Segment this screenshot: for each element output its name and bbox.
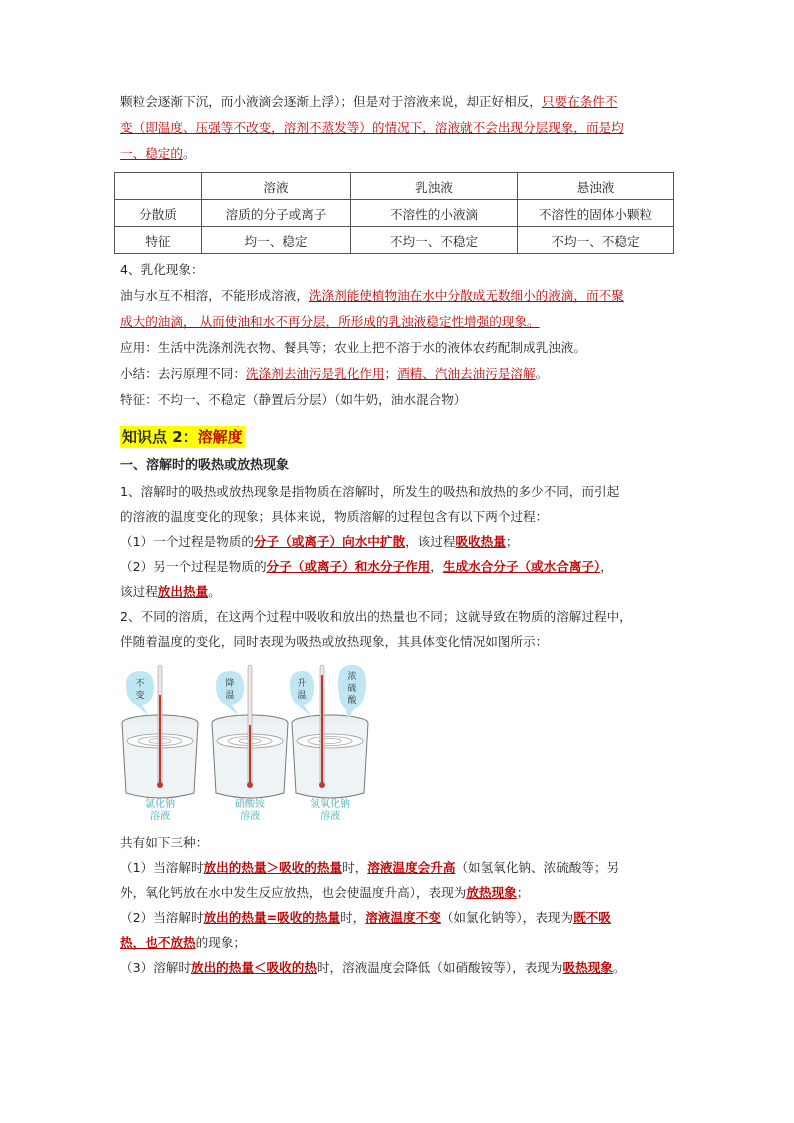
thermometer-mercury [249,725,251,783]
section-heading: 一、溶解时的吸热或放热现象 [120,458,290,473]
paragraph-line: 一、稳定的。 [120,146,196,161]
paragraph-feature: 特征：不均一、不稳定（静置后分层）（如牛奶，油水混合物） [120,392,467,407]
paragraph-line: 伴随着温度的变化，同时表现为吸热或放热现象，其具体变化情况如图所示： [120,634,549,649]
table-cell: 特征 [115,227,202,254]
beaker-caption: 溶液 [150,811,170,821]
beaker-caption: 硝酸铵 [235,799,265,810]
bubble-text: 硫 [347,684,357,694]
bubble-text: 酸 [347,696,357,706]
table-header-row [115,173,674,200]
paragraph-line: 2、不同的溶质，在这两个过程中吸收和放出的热量也不同；这就导致在物质的溶解过程中， [120,609,632,624]
table-row [115,227,674,254]
bubble-text: 升 [297,679,307,689]
bubble-text: 不 [135,679,145,689]
table-cell: 不溶性的小液滴 [351,200,518,227]
list-item: （2）当溶解时放出的热量=吸收的热量时，溶液温度不变（如氯化钠等），表现为既不吸 [120,910,611,925]
document-page [120,92,680,983]
paragraph-line: 的溶液的温度变化的现象；具体来说，物质溶解的过程包含有以下两个过程： [120,509,549,524]
paragraph-solution-stability: 颗粒会逐渐下沉，而小液滴会逐渐上浮）；但是对于溶液来说，却正好相反，只要在条件不 [120,94,618,109]
table-cell: 分散质 [115,200,202,227]
thermometer-mercury [321,675,323,783]
paragraph-intro: 共有如下三种： [120,835,209,850]
table-cell [115,173,202,200]
bubble-text: 降 [225,679,235,689]
table-cell: 均一、稳定 [202,227,351,254]
beaker-caption: 溶液 [320,811,340,821]
list-item: （1）一个过程是物质的分子（或离子）向水中扩散，该过程吸收热量； [120,534,519,549]
paragraph-line: 油与水互不相溶，不能形成溶液，洗涤剂能使植物油在水中分散成无数细小的液滴，而不聚 [120,288,624,303]
bubble-text: 浓 [347,672,357,682]
beaker-caption: 溶液 [240,811,260,821]
table-cell: 不均一、不稳定 [351,227,518,254]
knowledge-point-title: 知识点 2：溶解度 [122,428,243,446]
table-cell: 不均一、不稳定 [518,227,674,254]
beaker-caption: 氢氧化钠 [310,799,350,810]
paragraph-summary: 小结：去污原理不同：洗涤剂去油污是乳化作用；酒精、汽油去油污是溶解。 [120,366,549,381]
paragraph-line: 成大的油滴， 从而使油和水不再分层，所形成的乳浊液稳定性增强的现象。 [120,314,540,329]
paragraph-line: 1、溶解时的吸热或放热现象是指物质在溶解时，所发生的吸热和放热的多少不同，而引起 [120,484,620,499]
bubble-text: 温 [225,691,235,701]
beaker-sodium-hydroxide [290,665,368,821]
paragraph-line: 变（即温度、压强等不改变，溶剂不蒸发等）的情况下，溶液就不会出现分层现象，而是均 [120,120,624,135]
table-cell: 溶质的分子或离子 [202,200,351,227]
beakers-figure [120,661,370,821]
beaker-ammonium-nitrate [212,665,288,821]
comparison-table [114,172,674,254]
thermometer-mercury [159,695,161,783]
bubble-text: 温 [297,691,307,701]
list-item-continued: 该过程放出热量。 [120,584,221,599]
beaker-caption: 氯化钠 [145,799,175,810]
bubble-text: 变 [135,691,145,701]
table-cell: 乳浊液 [351,173,518,200]
list-item: （3）溶解时放出的热量＜吸收的热时，溶液温度会降低（如硝酸铵等），表现为吸热现象。 [120,960,626,975]
table-cell: 溶液 [202,173,351,200]
table-row [115,200,674,227]
beaker-nacl [122,665,198,821]
list-item-continued: 热，也不放热的现象； [120,935,246,950]
list-item: （1）当溶解时放出的热量＞吸收的热量时，溶液温度会升高（如氢氧化钠、浓硫酸等；另 [120,860,620,875]
paragraph-application: 应用：生活中洗涤剂洗衣物、餐具等；农业上把不溶于水的液体农药配制成乳浊液。 [120,340,586,355]
list-item: （2）另一个过程是物质的分子（或离子）和水分子作用，生成水合分子（或水合离子）， [120,559,613,574]
table-cell: 悬浊液 [518,173,674,200]
list-item-continued: 外，氧化钙放在水中发生反应放热，也会使温度升高），表现为放热现象； [120,885,530,900]
section-heading-emulsification: 4、乳化现象： [120,262,204,277]
table-cell: 不溶性的固体小颗粒 [518,200,674,227]
